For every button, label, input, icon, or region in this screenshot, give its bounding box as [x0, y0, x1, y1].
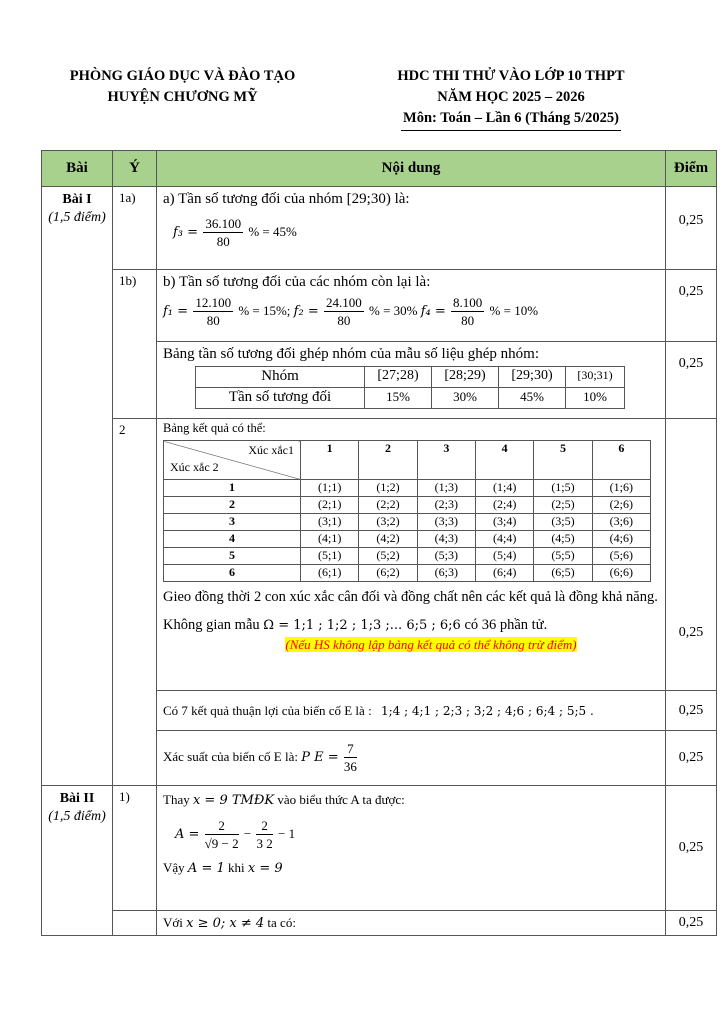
conclusion-a: Vậy: [163, 860, 185, 875]
favorable-label: Có 7 kết quả thuận lợi của biến cố E là :: [163, 702, 372, 718]
table-row: [42, 786, 717, 911]
dice-row-header: 1: [164, 480, 301, 497]
dice-cell: (5;4): [475, 548, 533, 565]
conclusion-x: x = 9: [247, 861, 283, 876]
subject-line: Môn: Toán – Lần 6 (Tháng 5/2025): [401, 108, 621, 131]
dice-row: [164, 565, 651, 582]
dice-cell: (5;3): [417, 548, 475, 565]
dice-row: [164, 531, 651, 548]
content-bai2-1: [157, 786, 666, 911]
dice-cell: (4;5): [534, 531, 592, 548]
score-bai2-1: 0,25: [666, 786, 717, 911]
probability-num: 7: [344, 741, 357, 758]
dice-col-header: 1: [301, 441, 359, 480]
freq-value-row: [196, 388, 625, 409]
formula-others: [163, 295, 659, 329]
table-row: [42, 911, 717, 936]
f3-result: % = 45%: [248, 223, 297, 239]
header-y: Ý: [113, 151, 157, 187]
bai1-title: Bài I: [62, 192, 92, 207]
f4-fraction: [451, 295, 484, 329]
content-1b: [157, 270, 666, 342]
score-bai2-2: 0,25: [666, 911, 717, 936]
content-2b: [157, 691, 666, 731]
dice-cell: (5;5): [534, 548, 592, 565]
substitute-a: Thay: [163, 792, 190, 807]
header-bai: Bài: [42, 151, 113, 187]
dice-row: [164, 548, 651, 565]
dice-cell: (3;5): [534, 514, 592, 531]
content-2: [157, 419, 666, 691]
department-name: PHÒNG GIÁO DỤC VÀ ĐÀO TẠO: [69, 68, 296, 84]
f1-num: 12.100: [195, 295, 232, 310]
header-right: [375, 66, 647, 131]
f3-fraction: [203, 216, 243, 250]
y-bai2-2: [113, 911, 157, 936]
f4-den: 80: [461, 313, 475, 328]
dice-row: [164, 480, 651, 497]
f2-result: % = 30%: [368, 302, 418, 318]
dice-cell: (3;6): [592, 514, 650, 531]
probability-fraction: [344, 741, 357, 775]
content-1a: [157, 187, 666, 270]
dice-corner: [164, 441, 301, 480]
freq-intro: Bảng tần số tương đối ghép nhóm của mẫu số liệu ghép nhóm:: [163, 346, 540, 362]
dice-cell: (2;5): [534, 497, 592, 514]
f4-result: % = 10%: [489, 302, 539, 318]
freq-group: [28;29): [432, 367, 499, 388]
content-1a-text: a) Tần số tương đối của nhóm [29;30) là:: [163, 191, 410, 207]
probability-label: Xác suất của biến cố E là:: [163, 748, 298, 764]
A-minus: −: [243, 825, 252, 841]
dice-corner-top: Xúc xắc1: [248, 443, 294, 457]
conclusion-khi: khi: [228, 860, 245, 875]
dice-cell: (4;3): [417, 531, 475, 548]
dice-cell: (3;3): [417, 514, 475, 531]
A-tail: − 1: [277, 825, 296, 841]
content-1b-text: b) Tần số tương đối của các nhóm còn lại là:: [163, 274, 431, 290]
dice-col-header: 3: [417, 441, 475, 480]
header-left: [40, 66, 325, 108]
dice-col-header: 2: [359, 441, 417, 480]
f1-den: 80: [206, 313, 220, 328]
note-line: [203, 637, 659, 654]
table-header-row: [42, 151, 717, 187]
formula-f3: [173, 216, 659, 250]
freq-group: [27;28): [365, 367, 432, 388]
dice-row-header: 2: [164, 497, 301, 514]
dice-cell: (1;5): [534, 480, 592, 497]
dice-row-header: 6: [164, 565, 301, 582]
f2-label: f₂ =: [293, 303, 319, 319]
dice-cell: (5;1): [301, 548, 359, 565]
dice-cell: (4;6): [592, 531, 650, 548]
freq-group-row: [196, 367, 625, 388]
dice-para1: Gieo đồng thời 2 con xúc xắc cân đối và đồng chất nên các kết quả là đồng khả năng.: [163, 589, 658, 605]
f3-num: 36.100: [205, 216, 242, 231]
y-1b: 1b): [113, 270, 157, 419]
dice-cell: (6;1): [301, 565, 359, 582]
district-name: HUYỆN CHƯƠNG MỸ: [107, 89, 258, 105]
score-2b: 0,25: [666, 691, 717, 731]
dice-col-header: 4: [475, 441, 533, 480]
f4-label: f₄ =: [420, 303, 446, 319]
f2-den: 80: [337, 313, 351, 328]
bai1-points: (1,5 điểm): [48, 210, 106, 225]
sample-space: [163, 614, 659, 637]
f4-num: 8.100: [453, 295, 483, 310]
table-row: [42, 187, 717, 270]
dice-cell: (6;2): [359, 565, 417, 582]
y-1a: 1a): [113, 187, 157, 270]
dice-corner-bottom: Xúc xắc 2: [170, 460, 219, 474]
freq-value: 45%: [499, 388, 566, 409]
dice-cell: (3;4): [475, 514, 533, 531]
dice-col-header: 6: [592, 441, 650, 480]
dice-row-header: 3: [164, 514, 301, 531]
probability-pe: P E =: [301, 749, 339, 765]
f1-fraction: [193, 295, 233, 329]
note-highlight: (Nếu HS không lập bảng kết quả có thể không trừ điểm): [285, 637, 577, 652]
dice-cell: (1;4): [475, 480, 533, 497]
condition-a: Với: [163, 915, 183, 930]
A-frac2-num: 2: [256, 818, 272, 835]
header-noi-dung: Nội dung: [157, 151, 666, 187]
header-diem: Điểm: [666, 151, 717, 187]
freq-value: 15%: [365, 388, 432, 409]
bai2-cell: [42, 786, 113, 936]
dice-cell: (2;4): [475, 497, 533, 514]
f3-label: f₃ =: [173, 224, 199, 240]
f1-label: f₁ =: [163, 303, 189, 319]
table-row: [42, 419, 717, 691]
substitute-line: [163, 792, 659, 808]
dice-header-row: [164, 441, 651, 480]
A-frac1-den: √9 − 2: [204, 836, 239, 851]
freq-group: [29;30): [499, 367, 566, 388]
substitute-c: vào biểu thức A ta được:: [277, 792, 405, 807]
dice-row-header: 5: [164, 548, 301, 565]
dice-row-header: 4: [164, 531, 301, 548]
dice-cell: (4;4): [475, 531, 533, 548]
score-2c: 0,25: [666, 731, 717, 786]
condition-x: x ≥ 0; x ≠ 4: [186, 916, 265, 931]
dice-cell: (1;1): [301, 480, 359, 497]
score-1b: 0,25: [666, 270, 717, 342]
bai2-points: (1,5 điểm): [48, 809, 106, 824]
f2-num: 24.100: [325, 295, 362, 310]
freq-label-value: Tần số tương đối: [196, 388, 365, 409]
dice-cell: (6;4): [475, 565, 533, 582]
bai2-title: Bài II: [59, 791, 95, 806]
freq-table: [195, 366, 625, 409]
dice-cell: (2;3): [417, 497, 475, 514]
dice-cell: (4;2): [359, 531, 417, 548]
dice-cell: (1;6): [592, 480, 650, 497]
dice-cell: (1;3): [417, 480, 475, 497]
A-label: A =: [175, 826, 200, 842]
A-frac2: [256, 818, 272, 852]
sample-space-set: Ω = 1;1 ; 1;2 ; 1;3 ;... 6;5 ; 6;6: [263, 618, 461, 633]
content-bai2-2: [157, 911, 666, 936]
sample-space-count: có 36 phần tử.: [464, 617, 548, 633]
score-2a: 0,25: [666, 419, 717, 691]
dice-cell: (2;1): [301, 497, 359, 514]
freq-group: [30;31): [566, 367, 625, 388]
dice-cell: (6;3): [417, 565, 475, 582]
dice-cell: (3;2): [359, 514, 417, 531]
freq-value: 10%: [566, 388, 625, 409]
dice-cell: (4;1): [301, 531, 359, 548]
freq-value: 30%: [432, 388, 499, 409]
probability-den: 36: [343, 759, 357, 774]
dice-row: [164, 497, 651, 514]
dice-cell: (2;6): [592, 497, 650, 514]
score-freq: 0,25: [666, 342, 717, 419]
table-row: [42, 270, 717, 342]
y-bai2-1: 1): [113, 786, 157, 911]
f1-result: % = 15%;: [238, 302, 291, 318]
school-year: NĂM HỌC 2025 – 2026: [437, 89, 585, 105]
expression-A: [175, 818, 659, 852]
dice-intro: Bảng kết quả có thể:: [163, 421, 266, 435]
dice-cell: (5;6): [592, 548, 650, 565]
exam-title: HDC THI THỬ VÀO LỚP 10 THPT: [397, 68, 625, 84]
sample-space-label: Không gian mẫu: [163, 617, 260, 633]
substitute-x: x = 9 TMĐK: [192, 793, 275, 808]
A-frac1-num: 2: [205, 818, 239, 835]
dice-cell: (1;2): [359, 480, 417, 497]
dice-cell: (6;6): [592, 565, 650, 582]
conclusion-A: A = 1: [187, 861, 225, 876]
f3-den: 80: [216, 234, 230, 249]
score-1a: 0,25: [666, 187, 717, 270]
freq-label-group: Nhóm: [196, 367, 365, 388]
conclusion-line: [163, 860, 659, 876]
dice-cell: (3;1): [301, 514, 359, 531]
dice-cell: (5;2): [359, 548, 417, 565]
bai1-cell: [42, 187, 113, 786]
dice-cell: (2;2): [359, 497, 417, 514]
dice-table: [163, 440, 651, 582]
dice-col-header: 5: [534, 441, 592, 480]
content-freq: [157, 342, 666, 419]
answer-table: [41, 150, 717, 936]
dice-cell: (6;5): [534, 565, 592, 582]
dice-row: [164, 514, 651, 531]
y-2: 2: [113, 419, 157, 786]
A-frac1: [205, 818, 239, 852]
A-frac2-den: 3 2: [256, 836, 273, 851]
favorable-set: 1;4 ; 4;1 ; 2;3 ; 3;2 ; 4;6 ; 6;4 ; 5;5 .: [380, 703, 594, 718]
condition-c: ta có:: [267, 915, 296, 930]
content-2c: [157, 731, 666, 786]
f2-fraction: [324, 295, 364, 329]
